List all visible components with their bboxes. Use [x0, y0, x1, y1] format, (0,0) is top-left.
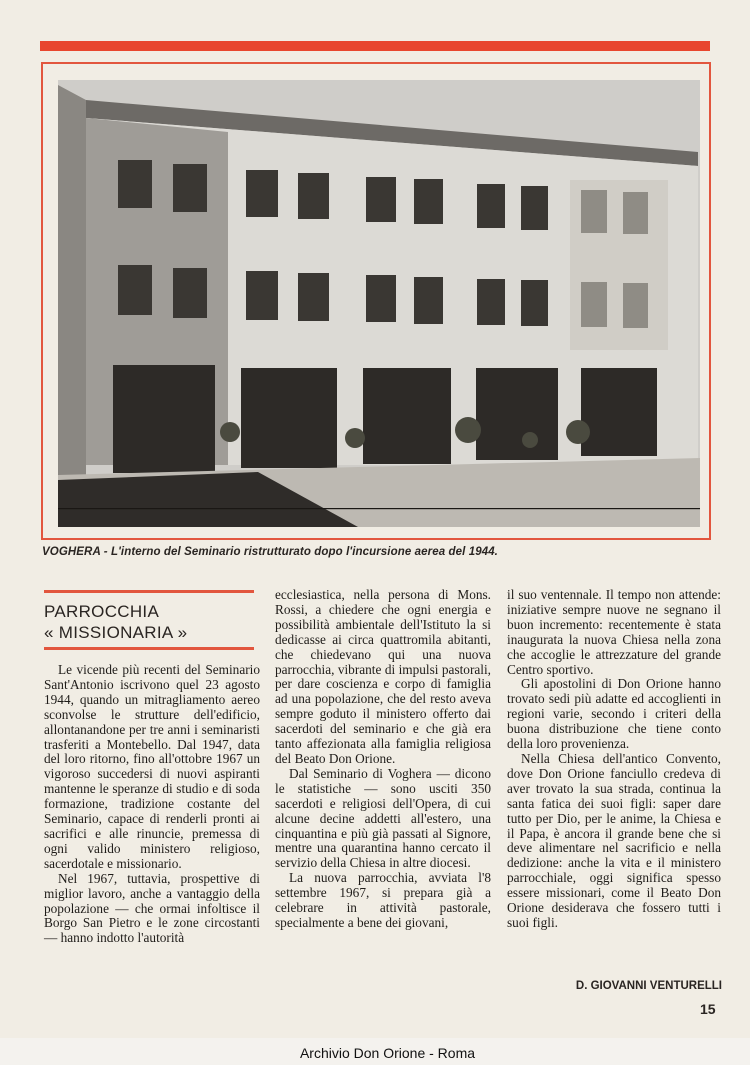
top-red-bar: [40, 41, 710, 51]
headline-line-2: « MISSIONARIA »: [44, 623, 188, 642]
column-2-paragraph-3: La nuova parrocchia, avviata l'8 settembre 1967, si prepara già a celebrare in attività pastorale, specialmente a bene dei giovani,: [275, 870, 491, 930]
column-1-paragraph-2: Nel 1967, tuttavia, prospettive di miglior lavoro, anche a vantaggio della popolazione — che ormai infoltisce il Borgo San Pietro e le zone circostanti — hanno indotto l'autorità: [44, 870, 260, 946]
column-3-paragraph-1: il suo ventennale. Il tempo non attende: iniziative sempre nuove ne segnano il buon incremento: recentemente è stata inaugurata la nuova Chiesa nella zona che accoglie le attrezzature del grande Centro sportivo.: [507, 587, 721, 677]
article-column-3: [507, 588, 721, 931]
building-illustration: [58, 80, 700, 527]
photo-caption: VOGHERA - L'interno del Seminario ristrutturato dopo l'incursione aerea del 1944.: [42, 546, 498, 558]
column-1-paragraph-1: Le vicende più recenti del Seminario Sant'Antonio iscrivono quel 23 agosto 1944, quando un mitragliamento aereo sconvolse le strutture dell'edificio, allontanandone per tre anni i seminaristi trasferiti a Montebello. Dal 1947, data del loro ritorno, fino all'ottobre 1967 un vigoroso succedersi di nuovi aspiranti mantenne le speranze di studio e di soda formazione, tradizione costante del Seminario, capace di renderli pronti ai sacrifici e alle rinuncie, premessa di ogni valido ministero religioso, sacerdotale e missionario.: [44, 662, 260, 871]
article-column-2: [275, 588, 491, 931]
headline-bottom-rule: [44, 647, 254, 650]
archive-credit: Archivio Don Orione - Roma: [299, 1045, 476, 1061]
author-signature: D. GIOVANNI VENTURELLI: [575, 980, 722, 992]
seminary-courtyard-photo: [58, 80, 700, 527]
headline-top-rule: [44, 590, 254, 593]
page-number: 15: [700, 1001, 716, 1017]
column-2-paragraph-2: Dal Seminario di Voghera — dicono le statistiche — sono usciti 350 sacerdoti e religiosi dell'Opera, di cui alcune decine addetti all'estero, una cinquantina e più già passati al Signore, mentre una quarantina hanno cercato il servizio della Chiesa in altre diocesi.: [275, 765, 491, 871]
column-3-paragraph-2: Gli apostolini di Don Orione hanno trovato sedi più adatte ed accoglienti in regioni varie, secondo i criteri della buona distribuzione che tiene conto della loro provenienza.: [507, 676, 721, 752]
article-headline: [44, 601, 259, 643]
column-2-paragraph-1: ecclesiastica, nella persona di Mons. Rossi, a chiedere che ogni energia e possibilità ambientale dell'Istituto la si dedicasse ai circa quattromila abitanti, che chiedevano qui una nuova parrocchia, vibrante di impulsi pastorali, per dare coscienza e corpo di famiglia ad una popolazione, che del resto aveva sempre goduto il ministero offerto dai sacerdoti del seminario e che già era tanto affezionata alla famiglia religiosa del Beato Don Orione.: [275, 587, 491, 766]
headline-line-1: PARROCCHIA: [44, 602, 160, 621]
column-3-paragraph-3: Nella Chiesa dell'antico Convento, dove Don Orione fanciullo credeva di aver trovato la sua strada, continua la santa fatica dei suoi figli: saper dare tutto per Dio, per le anime, la Chiesa e il Papa, è ancora il grande bene che si deve alimentare nel sacrificio e nella dedizione: anche la vita e il ministero parrocchiale, oggi significa spesso essere missionari, come il Beato Don Orione desiderava che fossero tutti i suoi figli.: [507, 750, 721, 930]
article-column-1: [44, 663, 260, 946]
